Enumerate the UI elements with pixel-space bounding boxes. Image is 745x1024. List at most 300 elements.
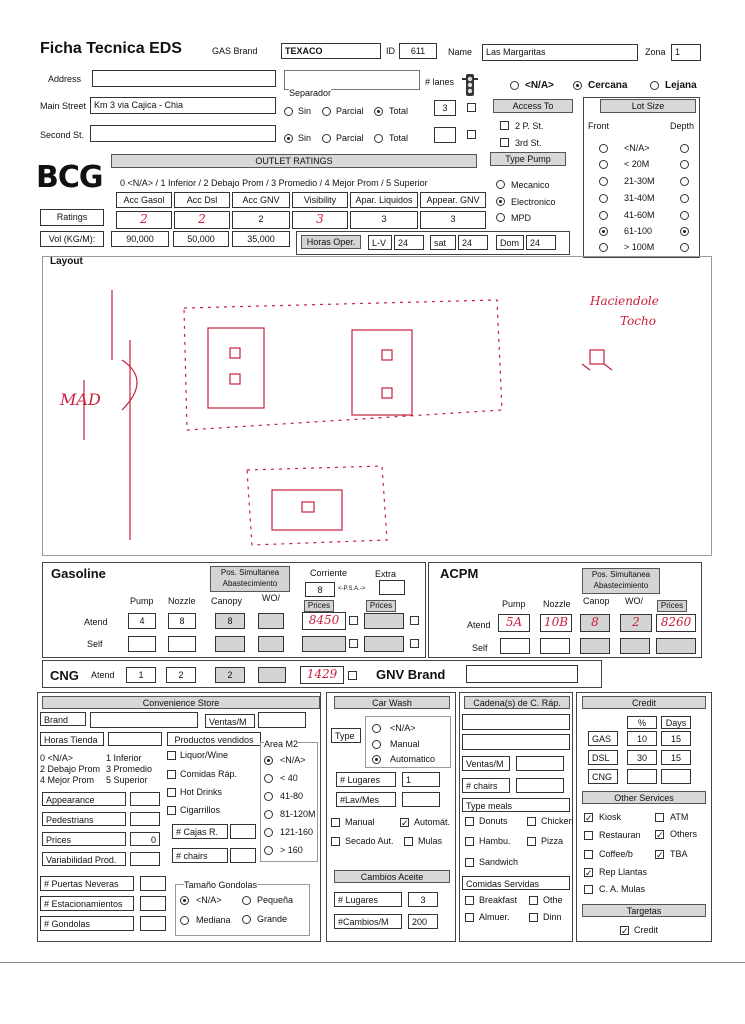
second-street-label: Second St. xyxy=(40,130,85,140)
ratings-row-label: Ratings xyxy=(40,209,104,226)
store-scale-r2: 3 Promedio xyxy=(106,764,153,774)
acpm-self-wo[interactable] xyxy=(620,638,650,654)
type-pump-header: Type Pump xyxy=(490,152,566,166)
comidas-label: Comidas Ráp. xyxy=(180,769,238,779)
vol-gasol[interactable]: 90,000 xyxy=(111,231,169,247)
tamano-peq-label: Pequeña xyxy=(257,895,294,905)
lot-option: 31-40M xyxy=(624,193,655,203)
lanes-check-2[interactable] xyxy=(467,130,476,139)
kiosk-label: Kiosk xyxy=(599,812,622,822)
lot-front-radio[interactable] xyxy=(599,160,608,169)
layout-note-line1: Haciendole xyxy=(590,294,659,308)
store-scale-r3: 5 Superior xyxy=(106,775,148,785)
id-label: ID xyxy=(386,46,395,56)
liquor-label: Liquor/Wine xyxy=(180,750,229,760)
separador-parcial-radio[interactable] xyxy=(322,107,331,116)
atm-label: ATM xyxy=(670,812,689,822)
ca-mulas-label: C. A. Mulas xyxy=(599,884,646,894)
carwash-mulas-check[interactable] xyxy=(404,837,413,846)
carwash-autom-check[interactable]: ✓ xyxy=(401,818,409,828)
dinn-check[interactable] xyxy=(529,913,538,922)
comidas-check[interactable] xyxy=(167,770,176,779)
second-sin-label: Sin xyxy=(298,133,312,143)
gas-atend-pump[interactable]: 4 xyxy=(128,613,156,629)
credit-row-days[interactable]: 15 xyxy=(661,750,691,765)
site-sketch xyxy=(42,270,712,556)
acpm-self-pump[interactable] xyxy=(500,638,530,654)
lanes-field-2[interactable] xyxy=(434,127,456,143)
donuts-label: Donuts xyxy=(479,816,508,826)
cambios-mes-label: #Cambios/M xyxy=(334,914,402,929)
horas-oper-label: Horas Oper. xyxy=(301,235,361,249)
gas-pos-sim-header: Pos. Simultanea Abastecimiento xyxy=(210,566,290,592)
coffee-check[interactable] xyxy=(584,850,593,859)
acpm-self-label: Self xyxy=(472,643,488,653)
gnv-brand-label: GNV Brand xyxy=(376,667,446,682)
corriente-field[interactable]: 8 xyxy=(305,582,335,597)
store-variabilidad-label: Variabilidad Prod. xyxy=(42,852,126,866)
area-radio[interactable] xyxy=(264,846,273,855)
proximity-lejana-radio[interactable] xyxy=(650,81,659,90)
gasoline-title: Gasoline xyxy=(51,566,106,581)
tamano-gra-label: Grande xyxy=(257,914,288,924)
area-option: <N/A> xyxy=(280,755,306,765)
acpm-pos-sim-header: Pos. Simultanea Abastecimiento xyxy=(582,568,660,594)
extra-field[interactable] xyxy=(379,580,405,595)
store-horas-field[interactable] xyxy=(108,732,162,746)
cng-title: CNG xyxy=(50,668,79,683)
lot-depth-radio[interactable] xyxy=(680,227,689,236)
carwash-manual-label: Manual xyxy=(390,739,420,749)
carwash-lugares-field[interactable]: 1 xyxy=(402,772,440,787)
layout-note-line2: Tocho xyxy=(620,314,656,328)
lot-option: < 20M xyxy=(624,159,650,169)
lot-option: 41-60M xyxy=(624,210,655,220)
lanes-label: # lanes xyxy=(425,77,455,87)
gas-atend-wo[interactable] xyxy=(258,613,284,629)
store-brand-label: Brand xyxy=(40,712,86,726)
lot-depth-radio[interactable] xyxy=(680,243,689,252)
pump-mpd-radio[interactable] xyxy=(496,213,505,222)
credit-row-days[interactable]: 15 xyxy=(661,731,691,746)
store-ventas-field[interactable] xyxy=(258,712,306,728)
sat-label: sat xyxy=(430,235,456,250)
pizza-label: Pizza xyxy=(541,836,564,846)
acpm-atend-nozzle[interactable]: 10B xyxy=(540,614,572,632)
carwash-manual-radio[interactable] xyxy=(372,740,381,749)
credit-row-pct[interactable]: 10 xyxy=(627,731,657,746)
credit-row-label: DSL xyxy=(588,750,618,765)
area-option: < 40 xyxy=(280,773,298,783)
cadena-ventas-label: Ventas/M xyxy=(462,756,510,771)
cadena-field-2[interactable] xyxy=(462,734,570,750)
cng-pump[interactable]: 1 xyxy=(126,667,156,683)
gas-nozzle-header: Nozzle xyxy=(168,596,196,606)
carwash-na-radio[interactable] xyxy=(372,724,381,733)
lot-front-radio[interactable] xyxy=(599,177,608,186)
area-option: 81-120M xyxy=(280,809,316,819)
store-ventas-label: Ventas/M xyxy=(205,714,255,728)
ratings-header-acc-gnv: Acc GNV xyxy=(232,192,290,208)
credit-days-header: Days xyxy=(661,716,691,729)
vol-label: Vol (KG/M): xyxy=(40,231,104,247)
hot-drinks-label: Hot Drinks xyxy=(180,787,223,797)
cajas-field[interactable] xyxy=(230,824,256,839)
carwash-secado-check[interactable] xyxy=(331,837,340,846)
access-3rd-label: 3rd St. xyxy=(515,138,542,148)
tamano-gra-radio[interactable] xyxy=(242,915,251,924)
sandwich-label: Sandwich xyxy=(479,857,519,867)
acpm-atend-price[interactable]: 8260 xyxy=(656,614,696,632)
credit-row-label: CNG xyxy=(588,769,618,784)
psa-label: <-P.S.A.-> xyxy=(338,586,366,592)
acpm-nozzle-header: Nozzle xyxy=(543,599,571,609)
bcg-logo xyxy=(36,157,103,197)
store-prices-field[interactable]: 0 xyxy=(130,832,160,846)
address-label: Address xyxy=(48,74,82,84)
gondolas-label: # Gondolas xyxy=(40,916,134,931)
store-pedestrians-field[interactable] xyxy=(130,812,160,826)
store-appearance-field[interactable] xyxy=(130,792,160,806)
cambios-mes-field[interactable]: 200 xyxy=(408,914,438,929)
carwash-mulas-label: Mulas xyxy=(418,836,443,846)
vol-gnv[interactable]: 35,000 xyxy=(232,231,290,247)
dom-field[interactable]: 24 xyxy=(526,235,556,250)
gas-canopy-header: Canopy xyxy=(211,596,243,606)
zona-label: Zona xyxy=(645,47,666,57)
chicken-label: Chicken xyxy=(541,816,574,826)
cadena-field-1[interactable] xyxy=(462,714,570,730)
tamano-na-radio[interactable] xyxy=(180,896,189,905)
others-label: Others xyxy=(670,829,698,839)
lanes-field[interactable]: 3 xyxy=(434,100,456,116)
store-scale-l3: 4 Mejor Prom xyxy=(40,775,95,785)
pump-mecanico-label: Mecanico xyxy=(511,180,550,190)
access-2p-label: 2 P. St. xyxy=(515,121,544,131)
gas-atend-price-check[interactable] xyxy=(349,616,358,625)
store-variabilidad-field[interactable] xyxy=(130,852,160,866)
restauran-check[interactable] xyxy=(584,831,593,840)
atm-check[interactable] xyxy=(655,813,664,822)
comidas-servidas-label: Comidas Servidas xyxy=(462,876,570,890)
area-option: > 160 xyxy=(280,845,303,855)
lot-depth-radio[interactable] xyxy=(680,177,689,186)
acpm-prices-header: Prices xyxy=(657,600,687,612)
othe-check[interactable] xyxy=(529,896,538,905)
cng-price-check[interactable] xyxy=(348,671,357,680)
second-parcial-radio[interactable] xyxy=(322,134,331,143)
vol-dsl[interactable]: 50,000 xyxy=(173,231,229,247)
lot-option: 21-30M xyxy=(624,176,655,186)
ratings-header-acc-dsl: Acc Dsl xyxy=(174,192,230,208)
area-label: Area M2 xyxy=(264,739,299,749)
gas-prices-header-extra: Prices xyxy=(366,600,396,612)
lot-depth-radio[interactable] xyxy=(680,194,689,203)
lot-depth-label: Depth xyxy=(670,121,695,131)
credit-header: Credit xyxy=(582,696,706,709)
second-total-radio[interactable] xyxy=(374,134,383,143)
gas-brand-field[interactable]: TEXACO xyxy=(281,43,381,59)
second-street-field[interactable] xyxy=(90,125,276,142)
acpm-canopy-header: Canop xyxy=(583,596,610,606)
cigarrillos-label: Cigarrillos xyxy=(180,805,221,815)
main-street-label: Main Street xyxy=(40,101,87,111)
lot-front-radio[interactable] xyxy=(599,144,608,153)
cigarrillos-check[interactable] xyxy=(167,806,176,815)
ratings-scale: 0 <N/A> / 1 Inferior / 2 Debajo Prom / 3 Promedio / 4 Mejor Prom / 5 Superior xyxy=(120,178,428,188)
access-to-header: Access To xyxy=(493,99,573,113)
credit-card-label: Credit xyxy=(634,925,659,935)
lot-front-radio[interactable] xyxy=(599,243,608,252)
address-field[interactable] xyxy=(92,70,276,87)
gas-atend-label: Atend xyxy=(84,617,108,627)
acpm-title: ACPM xyxy=(440,566,479,581)
carwash-lugares-label: # Lugares xyxy=(336,772,396,787)
tamano-peq-radio[interactable] xyxy=(242,896,251,905)
carwash-manual-chk-label: Manual xyxy=(345,817,375,827)
store-chairs-label: # chairs xyxy=(172,848,228,863)
rating-appear-gnv[interactable]: 3 xyxy=(420,211,486,229)
cng-wo[interactable] xyxy=(258,667,286,683)
area-radio[interactable] xyxy=(264,774,273,783)
layout-left-note: MAD xyxy=(60,390,101,409)
separador-total-radio[interactable] xyxy=(374,107,383,116)
acpm-self-price[interactable] xyxy=(656,638,696,654)
lot-front-label: Front xyxy=(588,121,610,131)
gas-atend-canopy[interactable]: 8 xyxy=(215,613,245,629)
second-sin-radio[interactable] xyxy=(284,134,293,143)
other-services-header: Other Services xyxy=(582,791,706,804)
page-bottom-rule xyxy=(0,962,745,963)
neighborhood-field[interactable] xyxy=(284,70,420,90)
lot-depth-radio[interactable] xyxy=(680,211,689,220)
breakfast-check[interactable] xyxy=(465,896,474,905)
almuer-check[interactable] xyxy=(465,913,474,922)
id-field[interactable]: 611 xyxy=(399,43,437,59)
dom-label: Dom xyxy=(496,235,524,250)
lot-front-radio[interactable] xyxy=(599,227,608,236)
tamano-med-radio[interactable] xyxy=(180,916,189,925)
area-radio[interactable] xyxy=(264,828,273,837)
ratings-header-visibility: Visibility xyxy=(292,192,348,208)
pizza-check[interactable] xyxy=(527,837,536,846)
sat-field[interactable]: 24 xyxy=(458,235,488,250)
lanes-check[interactable] xyxy=(467,103,476,112)
gas-self-price[interactable] xyxy=(302,636,346,652)
proximity-cercana-radio[interactable] xyxy=(573,81,582,90)
lot-depth-radio[interactable] xyxy=(680,144,689,153)
gas-self-price-check[interactable] xyxy=(349,639,358,648)
carwash-manual-check[interactable] xyxy=(331,818,340,827)
credit-pct-header: % xyxy=(627,716,657,729)
rating-visibility[interactable]: 3 xyxy=(292,211,348,229)
store-pedestrians-label: Pedestrians xyxy=(42,812,126,826)
tamano-label: Tamaño Gondolas xyxy=(184,880,258,890)
neveras-field[interactable] xyxy=(140,876,166,891)
separador-parcial-label: Parcial xyxy=(336,106,364,116)
store-appearance-label: Appearance xyxy=(42,792,126,806)
targetas-header: Targetas xyxy=(582,904,706,917)
proximity-na-radio[interactable] xyxy=(510,81,519,90)
acpm-pump-header: Pump xyxy=(502,599,526,609)
lot-option: <N/A> xyxy=(624,143,650,153)
acpm-atend-label: Atend xyxy=(467,620,491,630)
gas-wo-header: WO/ xyxy=(262,593,280,603)
gas-pump-header: Pump xyxy=(130,596,154,606)
lot-depth-radio[interactable] xyxy=(680,160,689,169)
donuts-check[interactable] xyxy=(465,817,474,826)
others-check[interactable]: ✓ xyxy=(656,830,664,840)
area-radio[interactable] xyxy=(264,810,273,819)
corriente-label: Corriente xyxy=(310,568,348,578)
almuer-label: Almuer. xyxy=(479,912,510,922)
lot-size-header: Lot Size xyxy=(600,99,696,113)
pump-electronico-label: Electronico xyxy=(511,197,556,207)
estacionamientos-label: # Estacionamientos xyxy=(40,896,134,911)
store-brand-field[interactable] xyxy=(90,712,198,728)
tamano-na-label: <N/A> xyxy=(196,895,222,905)
credit-row-days[interactable] xyxy=(661,769,691,784)
carwash-type-label: Type xyxy=(331,728,361,743)
gas-self-nozzle[interactable] xyxy=(168,636,196,652)
gas-self-price-extra[interactable] xyxy=(364,636,404,652)
cng-canopy[interactable]: 2 xyxy=(215,667,245,683)
acpm-atend-canopy[interactable]: 8 xyxy=(580,614,610,632)
access-2p-check[interactable] xyxy=(500,121,509,130)
store-chairs-field[interactable] xyxy=(230,848,256,863)
cng-price[interactable]: 1429 xyxy=(300,666,344,684)
lot-option: > 100M xyxy=(624,242,655,252)
proximity-lejana-label: Lejana xyxy=(665,80,697,91)
chicken-check[interactable] xyxy=(527,817,536,826)
neveras-label: # Puertas Neveras xyxy=(40,876,134,891)
carwash-autom-chk-label: Automát. xyxy=(414,817,451,827)
rep-llantas-label: Rep Llantas xyxy=(599,867,648,877)
lv-label: L-V xyxy=(368,235,392,250)
ca-mulas-check[interactable] xyxy=(584,885,593,894)
cadena-chairs-field[interactable] xyxy=(516,778,564,793)
ratings-header-appear-gnv: Appear. GNV xyxy=(420,192,486,208)
hambu-check[interactable] xyxy=(465,837,474,846)
page-title: Ficha Tecnica EDS xyxy=(40,40,182,57)
gas-prices-header: Prices xyxy=(304,600,334,612)
rep-llantas-check[interactable]: ✓ xyxy=(585,868,593,878)
zona-field[interactable]: 1 xyxy=(671,44,701,61)
carwash-auto-label: Automatico xyxy=(390,754,436,764)
pump-mecanico-radio[interactable] xyxy=(496,180,505,189)
extra-label: Extra xyxy=(375,569,397,579)
dinn-label: Dinn xyxy=(543,912,562,922)
hambu-label: Hambu. xyxy=(479,836,511,846)
credit-row-pct[interactable]: 30 xyxy=(627,750,657,765)
rating-acc-gnv[interactable]: 2 xyxy=(232,211,290,229)
gas-atend-nozzle[interactable]: 8 xyxy=(168,613,196,629)
separador-sin-label: Sin xyxy=(298,106,312,116)
area-radio[interactable] xyxy=(264,792,273,801)
cadena-ventas-field[interactable] xyxy=(516,756,564,771)
gas-self-label: Self xyxy=(87,639,103,649)
credit-card-check[interactable]: ✓ xyxy=(621,926,629,936)
pump-mpd-label: MPD xyxy=(511,213,531,223)
rating-acc-gasol[interactable]: 2 xyxy=(116,211,172,229)
hot-drinks-check[interactable] xyxy=(167,788,176,797)
gas-atend-price-extra[interactable] xyxy=(364,613,404,629)
gnv-brand-field[interactable] xyxy=(466,665,578,683)
cng-nozzle[interactable]: 2 xyxy=(166,667,196,683)
store-horas-label: Horas Tienda xyxy=(40,732,104,746)
cajas-label: # Cajas R. xyxy=(172,824,228,839)
carwash-auto-radio[interactable] xyxy=(372,755,381,764)
gas-self-extra-check[interactable] xyxy=(410,639,419,648)
area-radio[interactable] xyxy=(264,756,273,765)
store-scale-l2: 2 Debajo Prom xyxy=(40,764,101,774)
sandwich-check[interactable] xyxy=(465,858,474,867)
store-productos-label: Productos vendidos xyxy=(167,732,261,746)
cadena-chairs-label: # chairs xyxy=(462,778,510,793)
name-label: Name xyxy=(448,47,473,57)
acpm-atend-wo[interactable]: 2 xyxy=(620,614,652,632)
access-3rd-check[interactable] xyxy=(500,138,509,147)
gas-self-pump[interactable] xyxy=(128,636,156,652)
carwash-lav-field[interactable] xyxy=(402,792,440,807)
breakfast-label: Breakfast xyxy=(479,895,518,905)
separador-total-label: Total xyxy=(389,106,409,116)
lot-front-radio[interactable] xyxy=(599,194,608,203)
cambios-lugares-field[interactable]: 3 xyxy=(408,892,438,907)
cambios-lugares-label: # Lugares xyxy=(334,892,402,907)
store-scale-l1: 0 <N/A> xyxy=(40,753,74,763)
gas-brand-label: GAS Brand xyxy=(212,46,258,56)
second-total-label: Total xyxy=(389,133,409,143)
lv-field[interactable]: 24 xyxy=(394,235,424,250)
separador-label: Separador xyxy=(289,88,332,98)
area-option: 41-80 xyxy=(280,791,304,801)
acpm-wo-header: WO/ xyxy=(625,596,643,606)
second-parcial-label: Parcial xyxy=(336,133,364,143)
estacionamientos-field[interactable] xyxy=(140,896,166,911)
pump-electronico-radio[interactable] xyxy=(496,197,505,206)
acpm-self-canopy[interactable] xyxy=(580,638,610,654)
rating-acc-dsl[interactable]: 2 xyxy=(174,211,230,229)
separador-sin-radio[interactable] xyxy=(284,107,293,116)
store-prices-label: Prices xyxy=(42,832,126,846)
gas-self-canopy[interactable] xyxy=(215,636,245,652)
gondolas-field[interactable] xyxy=(140,916,166,931)
carwash-na-label: <N/A> xyxy=(390,723,416,733)
carwash-secado-label: Secado Aut. xyxy=(345,836,394,846)
gas-atend-price[interactable]: 8450 xyxy=(302,612,346,630)
tamano-med-label: Mediana xyxy=(196,915,231,925)
rating-apar-liquidos[interactable]: 3 xyxy=(350,211,418,229)
kiosk-check[interactable]: ✓ xyxy=(585,813,593,823)
layout-title: Layout xyxy=(50,256,83,267)
liquor-check[interactable] xyxy=(167,751,176,760)
lot-front-radio[interactable] xyxy=(599,211,608,220)
credit-row-pct[interactable] xyxy=(627,769,657,784)
outlet-ratings-header: OUTLET RATINGS xyxy=(111,154,477,168)
main-street-field[interactable]: Km 3 via Cajica - Chia xyxy=(90,97,276,114)
gas-self-wo[interactable] xyxy=(258,636,284,652)
acpm-atend-pump[interactable]: 5A xyxy=(498,614,530,632)
credit-row-label: GAS xyxy=(588,731,618,746)
gas-atend-extra-check[interactable] xyxy=(410,616,419,625)
area-option: 121-160 xyxy=(280,827,314,837)
bcg-logo-text: BCG xyxy=(36,160,103,195)
name-field[interactable]: Las Margaritas xyxy=(482,44,638,61)
tba-check[interactable]: ✓ xyxy=(656,850,664,860)
carwash-header: Car Wash xyxy=(334,696,450,709)
acpm-self-nozzle[interactable] xyxy=(540,638,570,654)
